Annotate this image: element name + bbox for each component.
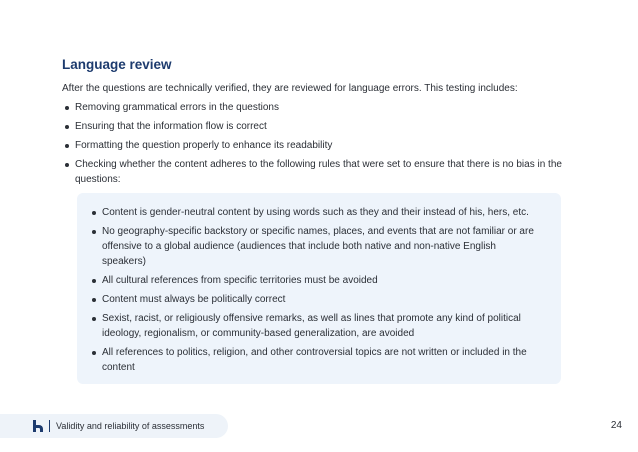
rule-item: No geography-specific backstory or specific names, places, and events that are not familiar or are offensive to a global audience (audiences that include both native and non-native English speakers) [89,224,537,269]
brand-logo-icon [33,420,43,432]
section-title: Language review [62,57,172,72]
list-item: Removing grammatical errors in the questions [62,100,582,115]
footer-document-title: Validity and reliability of assessments [56,421,205,431]
rules-callout-box [77,193,561,384]
testing-list [62,100,582,191]
rule-item: Sexist, racist, or religiously offensive remarks, as well as lines that promote any kind of political ideology, regionalism, or community-based generalization, are avoided [89,311,537,341]
rule-item: All references to politics, religion, and other controversial topics are not written or included in the content [89,345,537,375]
page-number: 24 [610,420,622,431]
rules-list [89,205,537,375]
footer-bar [0,414,228,438]
footer-divider [49,420,50,432]
list-item: Checking whether the content adheres to the following rules that were set to ensure that there is no bias in the questions: [62,157,582,187]
rule-item: All cultural references from specific territories must be avoided [89,273,537,288]
rule-item: Content is gender-neutral content by using words such as they and their instead of his, hers, etc. [89,205,537,220]
list-item: Formatting the question properly to enhance its readability [62,138,582,153]
rule-item: Content must always be politically correct [89,292,537,307]
list-item: Ensuring that the information flow is correct [62,119,582,134]
intro-paragraph: After the questions are technically verified, they are reviewed for language errors. This testing includes: [62,83,518,94]
